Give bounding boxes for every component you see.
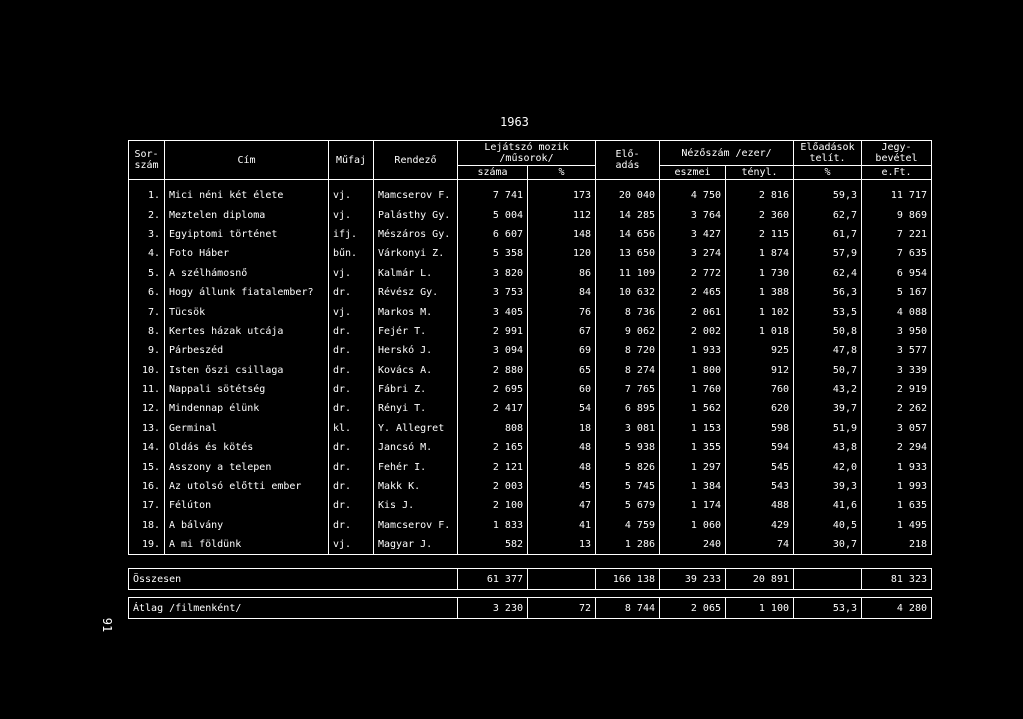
viewers-actual: 74	[726, 535, 794, 555]
viewers-actual: 594	[726, 438, 794, 457]
film-title: Kertes házak utcája	[165, 322, 329, 341]
genre: dr.	[329, 380, 374, 399]
ticket-revenue: 4 088	[862, 302, 932, 321]
row-number: 5.	[129, 264, 165, 283]
ticket-revenue: 2 262	[862, 399, 932, 418]
ticket-revenue: 6 954	[862, 264, 932, 283]
genre: dr.	[329, 477, 374, 496]
header-lejatszo-mozik: Lejátszó mozik /műsorok/	[458, 141, 596, 166]
row-number: 11.	[129, 380, 165, 399]
totals-tenyl: 20 891	[726, 569, 794, 590]
header-eszmei: eszmei	[660, 166, 726, 180]
viewers-actual: 598	[726, 419, 794, 438]
header-eft: e.Ft.	[862, 166, 932, 180]
film-title: Isten őszi csillaga	[165, 361, 329, 380]
table-header	[129, 141, 932, 180]
occupancy-percent: 62,7	[794, 205, 862, 224]
ticket-revenue: 218	[862, 535, 932, 555]
viewers-notional: 1 933	[660, 341, 726, 360]
screenings: 5 679	[596, 496, 660, 515]
screenings: 7 765	[596, 380, 660, 399]
ticket-revenue: 7 221	[862, 225, 932, 244]
genre: bűn.	[329, 244, 374, 263]
screenings: 8 720	[596, 341, 660, 360]
cinema-count: 2 417	[458, 399, 528, 418]
header-rendezo: Rendező	[374, 141, 458, 180]
occupancy-percent: 56,3	[794, 283, 862, 302]
film-title: Mici néni két élete	[165, 180, 329, 206]
ticket-revenue: 3 339	[862, 361, 932, 380]
table-row	[129, 496, 932, 515]
viewers-actual: 620	[726, 399, 794, 418]
genre: dr.	[329, 496, 374, 515]
viewers-actual: 1 102	[726, 302, 794, 321]
totals-szama: 61 377	[458, 569, 528, 590]
cinema-percent: 48	[528, 457, 596, 476]
cinema-count: 2 100	[458, 496, 528, 515]
director: Mészáros Gy.	[374, 225, 458, 244]
screenings: 8 274	[596, 361, 660, 380]
cinema-percent: 112	[528, 205, 596, 224]
totals-telit	[794, 569, 862, 590]
table-row	[129, 457, 932, 476]
row-number: 17.	[129, 496, 165, 515]
genre: vj.	[329, 205, 374, 224]
film-title: A szélhámosnő	[165, 264, 329, 283]
occupancy-percent: 39,3	[794, 477, 862, 496]
screenings: 5 938	[596, 438, 660, 457]
viewers-notional: 1 174	[660, 496, 726, 515]
viewers-actual: 2 115	[726, 225, 794, 244]
viewers-notional: 3 427	[660, 225, 726, 244]
header-szama: száma	[458, 166, 528, 180]
cinema-percent: 45	[528, 477, 596, 496]
film-title: A mi földünk	[165, 535, 329, 555]
director: Rényi T.	[374, 399, 458, 418]
average-bevetel: 4 280	[862, 598, 932, 619]
cinema-count: 2 121	[458, 457, 528, 476]
table-row	[129, 419, 932, 438]
screenings: 8 736	[596, 302, 660, 321]
totals-label: Összesen	[129, 569, 458, 590]
cinema-count: 2 695	[458, 380, 528, 399]
occupancy-percent: 42,0	[794, 457, 862, 476]
director: Jancsó M.	[374, 438, 458, 457]
totals-row	[129, 569, 932, 590]
occupancy-percent: 53,5	[794, 302, 862, 321]
screenings: 14 285	[596, 205, 660, 224]
cinema-count: 2 165	[458, 438, 528, 457]
table-row	[129, 322, 932, 341]
cinema-percent: 54	[528, 399, 596, 418]
table-row	[129, 361, 932, 380]
director: Fejér T.	[374, 322, 458, 341]
director: Mamcserov F.	[374, 516, 458, 535]
viewers-notional: 1 297	[660, 457, 726, 476]
occupancy-percent: 62,4	[794, 264, 862, 283]
director: Fehér I.	[374, 457, 458, 476]
table-body	[129, 180, 932, 555]
row-number: 6.	[129, 283, 165, 302]
occupancy-percent: 41,6	[794, 496, 862, 515]
screenings: 4 759	[596, 516, 660, 535]
ticket-revenue: 1 635	[862, 496, 932, 515]
cinema-count: 5 004	[458, 205, 528, 224]
row-number: 7.	[129, 302, 165, 321]
film-title: Germinal	[165, 419, 329, 438]
table-row	[129, 380, 932, 399]
cinema-count: 3 753	[458, 283, 528, 302]
film-title: Mindennap élünk	[165, 399, 329, 418]
viewers-actual: 2 816	[726, 180, 794, 206]
table-row	[129, 399, 932, 418]
row-number: 15.	[129, 457, 165, 476]
viewers-actual: 545	[726, 457, 794, 476]
film-title: Asszony a telepen	[165, 457, 329, 476]
genre: dr.	[329, 361, 374, 380]
header-eloadas: Elő- adás	[596, 141, 660, 180]
viewers-notional: 4 750	[660, 180, 726, 206]
viewers-notional: 3 274	[660, 244, 726, 263]
occupancy-percent: 57,9	[794, 244, 862, 263]
viewers-actual: 2 360	[726, 205, 794, 224]
ticket-revenue: 3 057	[862, 419, 932, 438]
viewers-actual: 488	[726, 496, 794, 515]
viewers-actual: 429	[726, 516, 794, 535]
director: Palásthy Gy.	[374, 205, 458, 224]
genre: dr.	[329, 399, 374, 418]
cinema-count: 3 405	[458, 302, 528, 321]
row-number: 9.	[129, 341, 165, 360]
occupancy-percent: 61,7	[794, 225, 862, 244]
row-number: 14.	[129, 438, 165, 457]
viewers-actual: 1 388	[726, 283, 794, 302]
average-szama: 3 230	[458, 598, 528, 619]
film-statistics-table	[128, 140, 932, 555]
table-row	[129, 225, 932, 244]
table-row	[129, 244, 932, 263]
year-heading: 1963	[500, 115, 529, 129]
row-number: 13.	[129, 419, 165, 438]
genre: dr.	[329, 457, 374, 476]
occupancy-percent: 43,2	[794, 380, 862, 399]
occupancy-percent: 39,7	[794, 399, 862, 418]
ticket-revenue: 1 495	[862, 516, 932, 535]
row-number: 16.	[129, 477, 165, 496]
viewers-actual: 1 730	[726, 264, 794, 283]
screenings: 20 040	[596, 180, 660, 206]
cinema-percent: 47	[528, 496, 596, 515]
cinema-count: 2 880	[458, 361, 528, 380]
viewers-notional: 240	[660, 535, 726, 555]
screenings: 10 632	[596, 283, 660, 302]
ticket-revenue: 11 717	[862, 180, 932, 206]
viewers-notional: 1 384	[660, 477, 726, 496]
director: Markos M.	[374, 302, 458, 321]
header-telit-szazalek: %	[794, 166, 862, 180]
ticket-revenue: 2 919	[862, 380, 932, 399]
cinema-percent: 18	[528, 419, 596, 438]
ticket-revenue: 3 950	[862, 322, 932, 341]
cinema-count: 6 607	[458, 225, 528, 244]
film-title: Oldás és kötés	[165, 438, 329, 457]
row-number: 19.	[129, 535, 165, 555]
director: Fábri Z.	[374, 380, 458, 399]
screenings: 6 895	[596, 399, 660, 418]
viewers-actual: 760	[726, 380, 794, 399]
average-eszmei: 2 065	[660, 598, 726, 619]
viewers-notional: 2 002	[660, 322, 726, 341]
row-number: 2.	[129, 205, 165, 224]
table-row	[129, 205, 932, 224]
header-eloadasok-telit: Előadások telít.	[794, 141, 862, 166]
occupancy-percent: 50,8	[794, 322, 862, 341]
occupancy-percent: 50,7	[794, 361, 862, 380]
director: Várkonyi Z.	[374, 244, 458, 263]
average-label: Átlag /filmenként/	[129, 598, 458, 619]
director: Herskó J.	[374, 341, 458, 360]
header-nezoszam: Nézőszám /ezer/	[660, 141, 794, 166]
table-row	[129, 283, 932, 302]
screenings: 3 081	[596, 419, 660, 438]
row-number: 12.	[129, 399, 165, 418]
film-title: Meztelen diploma	[165, 205, 329, 224]
cinema-percent: 84	[528, 283, 596, 302]
genre: ifj.	[329, 225, 374, 244]
ticket-revenue: 9 869	[862, 205, 932, 224]
cinema-count: 5 358	[458, 244, 528, 263]
totals-bevetel: 81 323	[862, 569, 932, 590]
screenings: 9 062	[596, 322, 660, 341]
genre: dr.	[329, 322, 374, 341]
average-eloadas: 8 744	[596, 598, 660, 619]
viewers-actual: 1 018	[726, 322, 794, 341]
cinema-count: 2 003	[458, 477, 528, 496]
genre: dr.	[329, 283, 374, 302]
viewers-actual: 925	[726, 341, 794, 360]
screenings: 14 656	[596, 225, 660, 244]
cinema-count: 582	[458, 535, 528, 555]
viewers-notional: 2 061	[660, 302, 726, 321]
cinema-count: 3 094	[458, 341, 528, 360]
director: Révész Gy.	[374, 283, 458, 302]
screenings: 5 745	[596, 477, 660, 496]
director: Kovács A.	[374, 361, 458, 380]
director: Mamcserov F.	[374, 180, 458, 206]
film-title: Az utolsó előtti ember	[165, 477, 329, 496]
genre: kl.	[329, 419, 374, 438]
film-title: Foto Háber	[165, 244, 329, 263]
cinema-percent: 60	[528, 380, 596, 399]
cinema-count: 7 741	[458, 180, 528, 206]
occupancy-percent: 40,5	[794, 516, 862, 535]
genre: dr.	[329, 438, 374, 457]
viewers-notional: 2 772	[660, 264, 726, 283]
genre: vj.	[329, 302, 374, 321]
cinema-count: 1 833	[458, 516, 528, 535]
page-number: 91	[100, 617, 115, 633]
row-number: 4.	[129, 244, 165, 263]
average-telit: 53,3	[794, 598, 862, 619]
genre: vj.	[329, 264, 374, 283]
viewers-notional: 3 764	[660, 205, 726, 224]
cinema-count: 2 991	[458, 322, 528, 341]
ticket-revenue: 7 635	[862, 244, 932, 263]
film-title: Tücsök	[165, 302, 329, 321]
row-number: 10.	[129, 361, 165, 380]
header-tenyl: tényl.	[726, 166, 794, 180]
table-row	[129, 180, 932, 206]
cinema-percent: 86	[528, 264, 596, 283]
ticket-revenue: 5 167	[862, 283, 932, 302]
film-title: Egyiptomi történet	[165, 225, 329, 244]
director: Magyar J.	[374, 535, 458, 555]
director: Kis J.	[374, 496, 458, 515]
genre: vj.	[329, 535, 374, 555]
header-sorszam: Sor- szám	[129, 141, 165, 180]
screenings: 13 650	[596, 244, 660, 263]
director: Makk K.	[374, 477, 458, 496]
viewers-notional: 1 800	[660, 361, 726, 380]
cinema-percent: 148	[528, 225, 596, 244]
cinema-percent: 65	[528, 361, 596, 380]
cinema-percent: 76	[528, 302, 596, 321]
table-row	[129, 341, 932, 360]
cinema-percent: 48	[528, 438, 596, 457]
cinema-percent: 13	[528, 535, 596, 555]
cinema-percent: 120	[528, 244, 596, 263]
row-number: 1.	[129, 180, 165, 206]
table-row	[129, 516, 932, 535]
genre: vj.	[329, 180, 374, 206]
viewers-notional: 1 355	[660, 438, 726, 457]
row-number: 8.	[129, 322, 165, 341]
occupancy-percent: 51,9	[794, 419, 862, 438]
viewers-notional: 1 562	[660, 399, 726, 418]
occupancy-percent: 47,8	[794, 341, 862, 360]
totals-eloadas: 166 138	[596, 569, 660, 590]
occupancy-percent: 30,7	[794, 535, 862, 555]
film-title: Félúton	[165, 496, 329, 515]
genre: dr.	[329, 341, 374, 360]
viewers-actual: 1 874	[726, 244, 794, 263]
ticket-revenue: 3 577	[862, 341, 932, 360]
occupancy-percent: 59,3	[794, 180, 862, 206]
screenings: 1 286	[596, 535, 660, 555]
table-row	[129, 438, 932, 457]
screenings: 5 826	[596, 457, 660, 476]
cinema-percent: 173	[528, 180, 596, 206]
viewers-notional: 1 060	[660, 516, 726, 535]
viewers-notional: 1 760	[660, 380, 726, 399]
ticket-revenue: 1 933	[862, 457, 932, 476]
row-number: 3.	[129, 225, 165, 244]
ticket-revenue: 1 993	[862, 477, 932, 496]
totals-eszmei: 39 233	[660, 569, 726, 590]
header-mufaj: Műfaj	[329, 141, 374, 180]
table-row	[129, 535, 932, 555]
summary-table	[128, 568, 932, 619]
totals-pct	[528, 569, 596, 590]
genre: dr.	[329, 516, 374, 535]
header-szazalek: %	[528, 166, 596, 180]
director: Kalmár L.	[374, 264, 458, 283]
average-pct: 72	[528, 598, 596, 619]
row-number: 18.	[129, 516, 165, 535]
cinema-count: 3 820	[458, 264, 528, 283]
viewers-notional: 2 465	[660, 283, 726, 302]
film-title: Párbeszéd	[165, 341, 329, 360]
director: Y. Allegret	[374, 419, 458, 438]
header-jegybevetel: Jegy- bevétel	[862, 141, 932, 166]
cinema-percent: 41	[528, 516, 596, 535]
table-row	[129, 302, 932, 321]
viewers-actual: 912	[726, 361, 794, 380]
film-title: A bálvány	[165, 516, 329, 535]
film-title: Nappali sötétség	[165, 380, 329, 399]
header-cim: Cím	[165, 141, 329, 180]
occupancy-percent: 43,8	[794, 438, 862, 457]
cinema-percent: 69	[528, 341, 596, 360]
ticket-revenue: 2 294	[862, 438, 932, 457]
viewers-actual: 543	[726, 477, 794, 496]
viewers-notional: 1 153	[660, 419, 726, 438]
screenings: 11 109	[596, 264, 660, 283]
cinema-count: 808	[458, 419, 528, 438]
film-title: Hogy állunk fiatalember?	[165, 283, 329, 302]
average-row	[129, 598, 932, 619]
table-row	[129, 264, 932, 283]
cinema-percent: 67	[528, 322, 596, 341]
average-tenyl: 1 100	[726, 598, 794, 619]
table-row	[129, 477, 932, 496]
